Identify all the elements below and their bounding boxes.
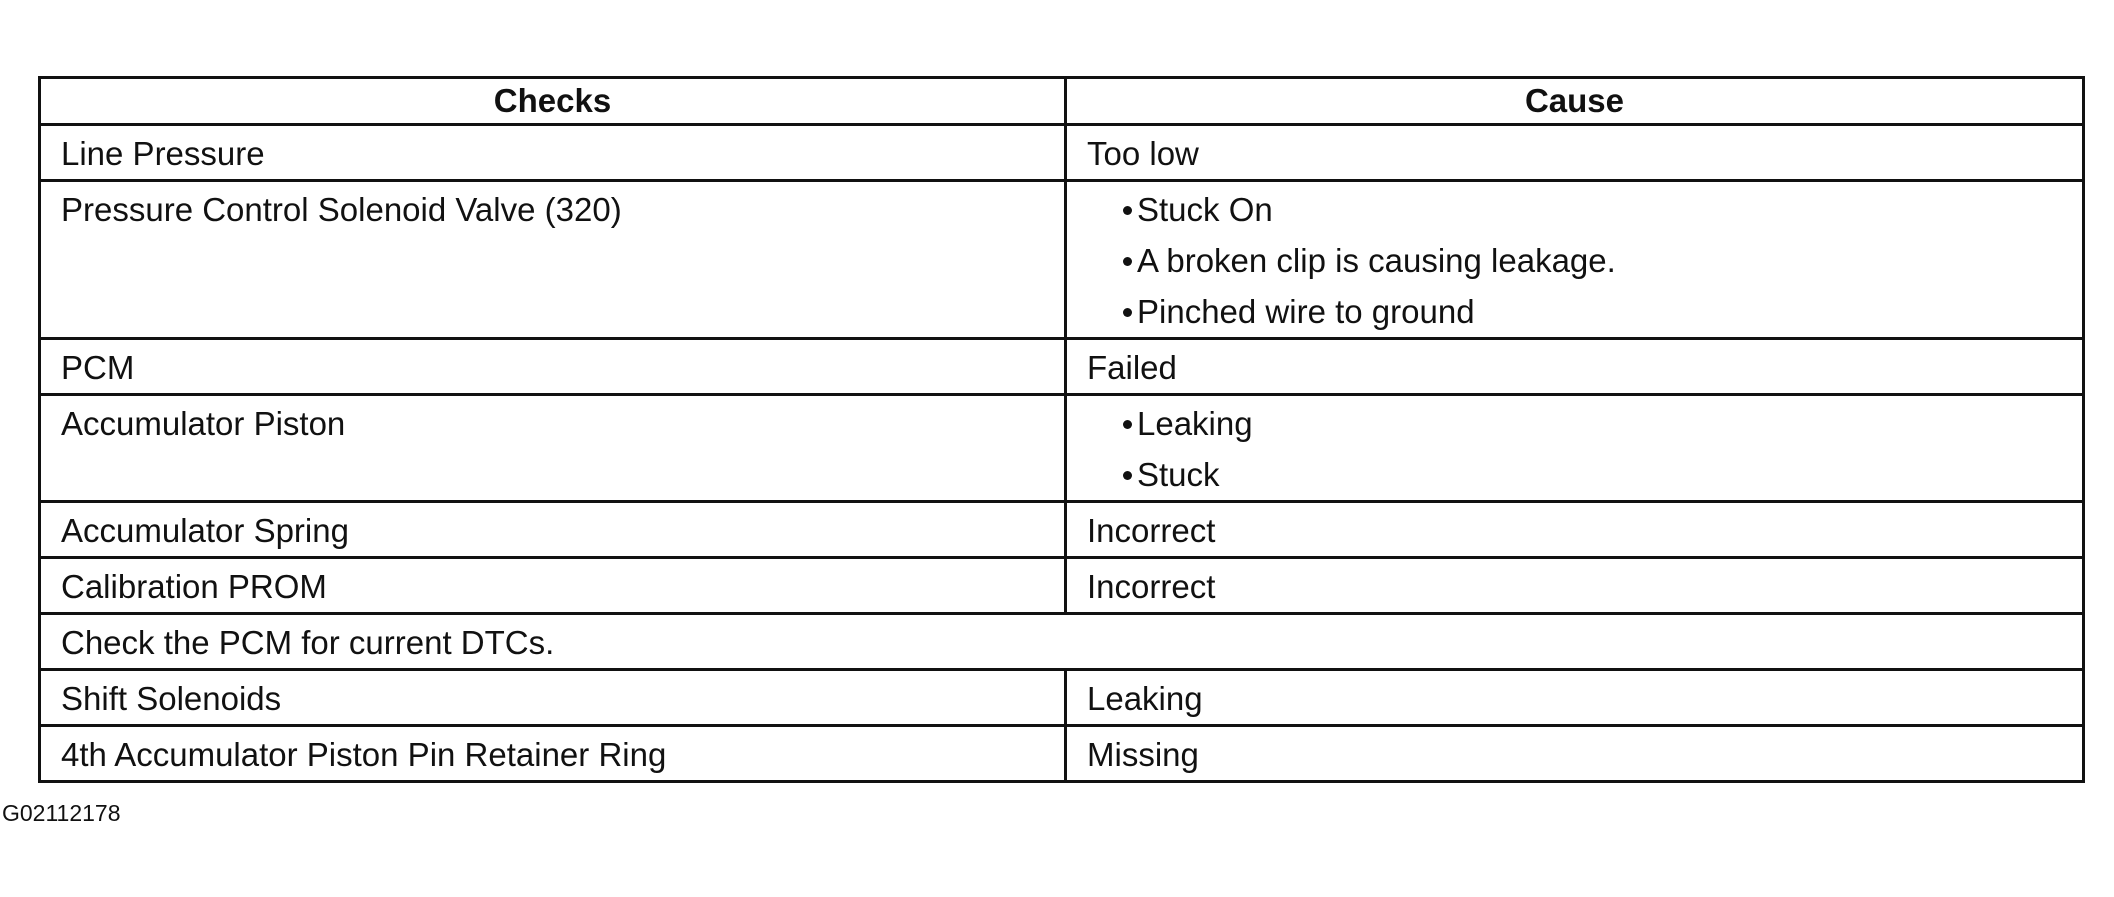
cause-text: Stuck On bbox=[1137, 191, 1273, 228]
cause-text: Stuck bbox=[1137, 456, 1220, 493]
check-cell: Accumulator Piston bbox=[40, 395, 1066, 502]
table-row bbox=[40, 181, 2084, 339]
table-row bbox=[40, 395, 2084, 502]
cause-list bbox=[1087, 398, 2082, 500]
cause-cell bbox=[1066, 181, 2084, 339]
cause-cell: Incorrect bbox=[1066, 502, 2084, 558]
cause-cell: Missing bbox=[1066, 726, 2084, 782]
cause-cell: Leaking bbox=[1066, 670, 2084, 726]
bullet-icon bbox=[1123, 471, 1132, 480]
cause-text: Pinched wire to ground bbox=[1137, 293, 1475, 330]
cause-list-item bbox=[1087, 449, 2082, 500]
check-cell: Accumulator Spring bbox=[40, 502, 1066, 558]
cause-text: A broken clip is causing leakage. bbox=[1137, 242, 1616, 279]
table-header-row bbox=[40, 78, 2084, 125]
bullet-icon bbox=[1123, 257, 1132, 266]
check-cell: 4th Accumulator Piston Pin Retainer Ring bbox=[40, 726, 1066, 782]
cause-cell: Incorrect bbox=[1066, 558, 2084, 614]
figure-id: G02112178 bbox=[2, 800, 121, 826]
cause-list-item bbox=[1087, 286, 2082, 337]
table-row bbox=[40, 339, 2084, 395]
check-cell: Line Pressure bbox=[40, 125, 1066, 181]
check-cell: Calibration PROM bbox=[40, 558, 1066, 614]
check-cell: Pressure Control Solenoid Valve (320) bbox=[40, 181, 1066, 339]
diagnostic-table-container bbox=[38, 76, 2082, 783]
note-cell: Check the PCM for current DTCs. bbox=[40, 614, 2084, 670]
bullet-icon bbox=[1123, 420, 1132, 429]
table-row bbox=[40, 670, 2084, 726]
check-cell: Shift Solenoids bbox=[40, 670, 1066, 726]
cause-list-item bbox=[1087, 235, 2082, 286]
header-checks: Checks bbox=[40, 78, 1066, 125]
bullet-icon bbox=[1123, 206, 1132, 215]
table-row bbox=[40, 558, 2084, 614]
table-row bbox=[40, 125, 2084, 181]
cause-list-item bbox=[1087, 398, 2082, 449]
cause-list-item bbox=[1087, 184, 2082, 235]
cause-cell: Failed bbox=[1066, 339, 2084, 395]
cause-list bbox=[1087, 184, 2082, 337]
checks-cause-table bbox=[38, 76, 2085, 783]
table-row-note bbox=[40, 614, 2084, 670]
table-row bbox=[40, 726, 2084, 782]
table-row bbox=[40, 502, 2084, 558]
cause-cell: Too low bbox=[1066, 125, 2084, 181]
header-cause: Cause bbox=[1066, 78, 2084, 125]
cause-cell bbox=[1066, 395, 2084, 502]
check-cell: PCM bbox=[40, 339, 1066, 395]
bullet-icon bbox=[1123, 308, 1132, 317]
cause-text: Leaking bbox=[1137, 405, 1253, 442]
